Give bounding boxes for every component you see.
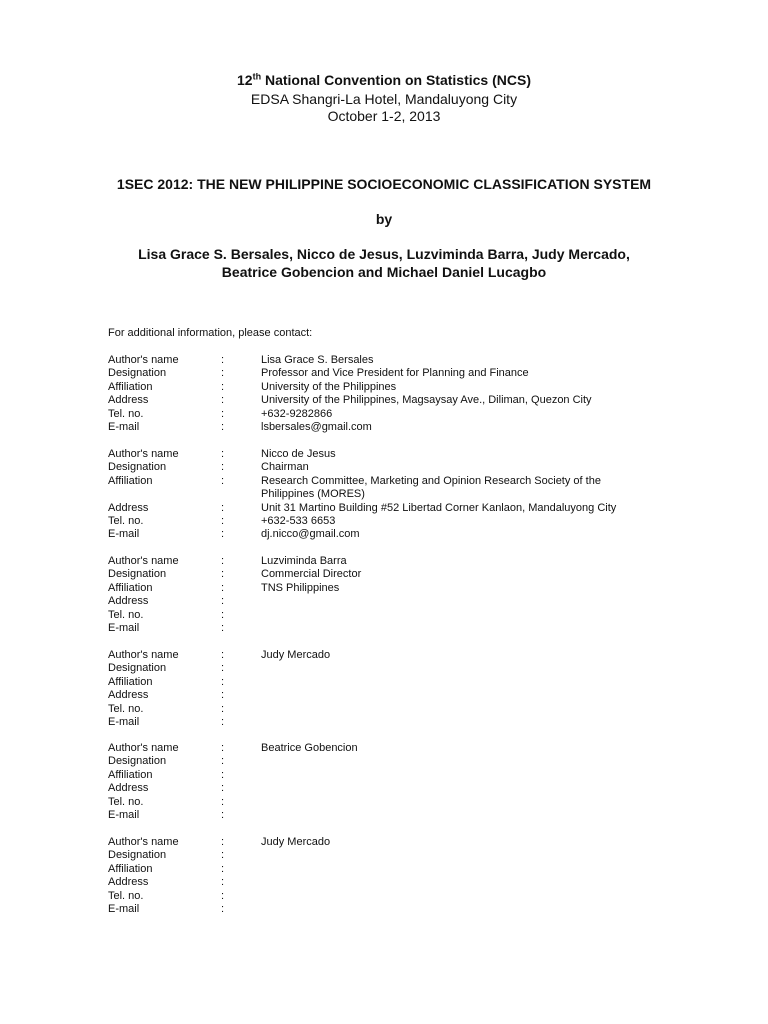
- tel-row: [108, 515, 668, 528]
- author-contact-block: [108, 555, 668, 635]
- affiliation-row: [108, 582, 668, 595]
- designation-row: [108, 461, 668, 474]
- author-name-label: Author's name: [108, 836, 179, 848]
- colon: :: [221, 420, 225, 433]
- paper-title: 1SEC 2012: THE NEW PHILIPPINE SOCIOECONOMIC CLASSIFICATION SYSTEM: [116, 176, 652, 192]
- tel-row: [108, 609, 668, 622]
- address-label: Address: [108, 689, 149, 702]
- colon: :: [221, 407, 225, 420]
- colon: :: [221, 836, 225, 848]
- address-value: Unit 31 Martino Building #52 Libertad Corner Kanlaon, Mandaluyong City: [261, 501, 617, 514]
- address-label: Address: [108, 595, 149, 608]
- colon: :: [221, 514, 225, 527]
- author-name-label: Author's name: [108, 555, 179, 567]
- designation-row: [108, 755, 668, 768]
- author-contact-block: [108, 649, 668, 729]
- address-row: [108, 876, 668, 889]
- colon: :: [221, 849, 225, 862]
- colon: :: [221, 380, 225, 393]
- colon: :: [221, 782, 225, 795]
- colon: :: [221, 501, 225, 514]
- email-label: E-mail: [108, 528, 140, 541]
- affiliation-value: Research Committee, Marketing and Opinion Research Society of the Philippines (MORES): [261, 474, 601, 501]
- colon: :: [221, 461, 225, 474]
- convention-ordinal: 12: [237, 72, 253, 88]
- author-contact-block: [108, 354, 668, 434]
- colon: :: [221, 649, 225, 661]
- author-name-value: Judy Mercado: [261, 649, 331, 661]
- designation-value: Chairman: [261, 461, 309, 474]
- email-label: E-mail: [108, 902, 140, 915]
- designation-label: Designation: [108, 568, 167, 581]
- author-name-row: [108, 836, 668, 849]
- colon: :: [221, 902, 225, 915]
- author-name-value: Lisa Grace S. Bersales: [261, 354, 374, 366]
- colon: :: [221, 742, 225, 754]
- affiliation-row: [108, 475, 668, 502]
- designation-row: [108, 849, 668, 862]
- tel-row: [108, 890, 668, 903]
- colon: :: [221, 448, 225, 460]
- colon: :: [221, 768, 225, 781]
- colon: :: [221, 581, 225, 594]
- author-name-value: Beatrice Gobencion: [261, 742, 358, 754]
- author-name-value: Judy Mercado: [261, 836, 331, 848]
- ordinal-suffix: th: [252, 71, 262, 82]
- colon: :: [221, 367, 225, 380]
- address-label: Address: [108, 501, 149, 514]
- convention-venue: EDSA Shangri-La Hotel, Mandaluyong City: [250, 91, 518, 107]
- address-label: Address: [108, 876, 149, 889]
- tel-value: +632-533 6653: [261, 514, 336, 527]
- email-value: dj.nicco@gmail.com: [261, 528, 360, 541]
- colon: :: [221, 689, 225, 702]
- tel-label: Tel. no.: [108, 702, 144, 715]
- colon: :: [221, 876, 225, 889]
- affiliation-value: University of the Philippines: [261, 380, 397, 393]
- designation-label: Designation: [108, 367, 167, 380]
- colon: :: [221, 862, 225, 875]
- author-contact-block: [108, 836, 668, 916]
- email-row: [108, 622, 668, 635]
- affiliation-row: [108, 769, 668, 782]
- tel-label: Tel. no.: [108, 889, 144, 902]
- email-label: E-mail: [108, 420, 140, 433]
- colon: :: [221, 795, 225, 808]
- designation-value: Professor and Vice President for Planning and Finance: [261, 367, 529, 380]
- affiliation-label: Affiliation: [108, 675, 153, 688]
- address-row: [108, 394, 668, 407]
- colon: :: [221, 474, 225, 487]
- email-row: [108, 528, 668, 541]
- affiliation-row: [108, 381, 668, 394]
- colon: :: [221, 608, 225, 621]
- convention-title: National Convention on Statistics (NCS): [264, 72, 531, 88]
- designation-label: Designation: [108, 849, 167, 862]
- colon: :: [221, 595, 225, 608]
- author-name-row: [108, 354, 668, 367]
- author-name-value: Nicco de Jesus: [261, 448, 336, 460]
- email-row: [108, 903, 668, 916]
- tel-row: [108, 408, 668, 421]
- designation-row: [108, 367, 668, 380]
- affiliation-label: Affiliation: [108, 581, 153, 594]
- affiliation-label: Affiliation: [108, 768, 153, 781]
- author-name-label: Author's name: [108, 448, 179, 460]
- email-label: E-mail: [108, 715, 140, 728]
- contact-intro: For additional information, please contact:: [108, 327, 313, 339]
- colon: :: [221, 528, 225, 541]
- affiliation-label: Affiliation: [108, 474, 153, 487]
- tel-label: Tel. no.: [108, 514, 144, 527]
- colon: :: [221, 621, 225, 634]
- designation-row: [108, 662, 668, 675]
- email-row: [108, 716, 668, 729]
- tel-label: Tel. no.: [108, 795, 144, 808]
- affiliation-row: [108, 863, 668, 876]
- tel-label: Tel. no.: [108, 608, 144, 621]
- email-label: E-mail: [108, 621, 140, 634]
- tel-row: [108, 796, 668, 809]
- author-name-row: [108, 649, 668, 662]
- address-row: [108, 782, 668, 795]
- tel-value: +632-9282866: [261, 407, 333, 420]
- affiliation-label: Affiliation: [108, 380, 153, 393]
- designation-value: Commercial Director: [261, 568, 362, 581]
- colon: :: [221, 394, 225, 407]
- convention-name: [0, 72, 768, 89]
- address-label: Address: [108, 782, 149, 795]
- address-row: [108, 502, 668, 515]
- author-contact-block: [108, 448, 668, 542]
- tel-row: [108, 703, 668, 716]
- email-row: [108, 421, 668, 434]
- by-line: by: [375, 211, 393, 227]
- address-row: [108, 595, 668, 608]
- email-value: lsbersales@gmail.com: [261, 420, 372, 433]
- colon: :: [221, 568, 225, 581]
- author-name-row: [108, 555, 668, 568]
- address-value: University of the Philippines, Magsaysay Ave., Diliman, Quezon City: [261, 394, 592, 407]
- address-row: [108, 689, 668, 702]
- affiliation-label: Affiliation: [108, 862, 153, 875]
- address-label: Address: [108, 394, 149, 407]
- colon: :: [221, 702, 225, 715]
- colon: :: [221, 715, 225, 728]
- colon: :: [221, 662, 225, 675]
- designation-label: Designation: [108, 461, 167, 474]
- designation-label: Designation: [108, 755, 167, 768]
- authors-line-2: Beatrice Gobencion and Michael Daniel Lucagbo: [221, 264, 547, 280]
- affiliation-row: [108, 676, 668, 689]
- colon: :: [221, 889, 225, 902]
- colon: :: [221, 808, 225, 821]
- author-name-row: [108, 448, 668, 461]
- author-name-label: Author's name: [108, 649, 179, 661]
- authors-line-1: Lisa Grace S. Bersales, Nicco de Jesus, Luzviminda Barra, Judy Mercado,: [138, 246, 630, 262]
- email-row: [108, 809, 668, 822]
- author-name-value: Luzviminda Barra: [261, 555, 347, 567]
- author-name-label: Author's name: [108, 354, 179, 366]
- colon: :: [221, 675, 225, 688]
- author-contact-block: [108, 742, 668, 822]
- designation-label: Designation: [108, 662, 167, 675]
- colon: :: [221, 354, 225, 366]
- email-label: E-mail: [108, 808, 140, 821]
- colon: :: [221, 555, 225, 567]
- author-name-label: Author's name: [108, 742, 179, 754]
- author-name-row: [108, 742, 668, 755]
- colon: :: [221, 755, 225, 768]
- tel-label: Tel. no.: [108, 407, 144, 420]
- affiliation-value: TNS Philippines: [261, 581, 340, 594]
- designation-row: [108, 568, 668, 581]
- convention-dates: October 1-2, 2013: [327, 108, 441, 124]
